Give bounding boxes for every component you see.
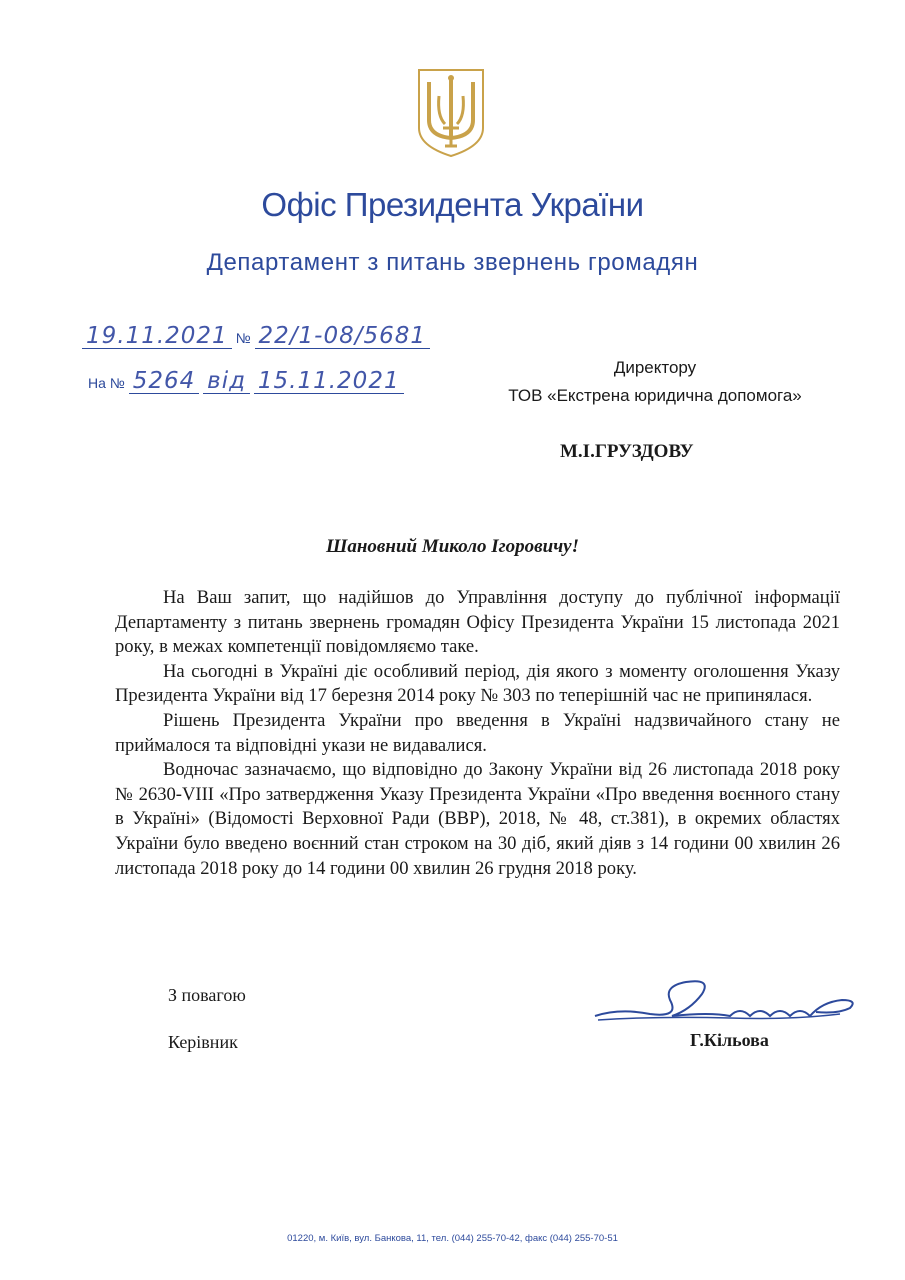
- paragraph: На Ваш запит, що надійшов до Управління доступу до публічної інформації Департаменту з питань звернень громадян Офісу Президента України 15 листопада 2021 року, в межах компетенції повідомляємо таке.: [115, 587, 840, 658]
- number-label: №: [235, 330, 251, 346]
- organization-title: Офіс Президента України: [261, 186, 644, 223]
- incoming-date: 15.11.2021: [254, 369, 404, 394]
- signature-image: [590, 972, 860, 1032]
- footer-address: 01220, м. Київ, вул. Банкова, 11, тел. (044) 255-70-42, факс (044) 255-70-51: [287, 1233, 618, 1244]
- signer-position: Керівник: [168, 1032, 238, 1052]
- coat-of-arms-trident-icon: [415, 66, 487, 160]
- paragraph: Водночас зазначаємо, що відповідно до Закону України від 26 листопада 2018 року № 2630-VIII «Про затвердження Указу Президента України «Про введення воєнного стану в Україні» (Відомості Верховної Ради (ВВР), 2018, № 48, ст.381), в окремих областях України було введено воєнний стан строком на 30 діб, який діяв з 14 години 00 хвилин 26 листопада 2018 року до 14 години 00 хвилин 26 грудня 2018 року.: [115, 759, 840, 879]
- recipient-block: [470, 354, 840, 410]
- closing: З повагою: [168, 985, 246, 1005]
- outgoing-number: 22/1-08/5681: [255, 324, 431, 349]
- incoming-registration: [88, 369, 404, 394]
- reply-to-label: На №: [88, 375, 125, 391]
- signer-name: Г.Кільова: [690, 1030, 769, 1050]
- letter-body: [115, 586, 840, 881]
- recipient-name: М.І.ГРУЗДОВУ: [560, 441, 694, 462]
- recipient-company: ТОВ «Екстрена юридична допомога»: [508, 386, 802, 405]
- paragraph: На сьогодні в Україні діє особливий період, дія якого з моменту оголошення Указу Президента України від 17 березня 2014 року № 303 по теперішній час не припинялася.: [115, 660, 840, 707]
- paragraph: Рішень Президента України про введення в Україні надзвичайного стану не приймалося та відповідні укази не видавалися.: [115, 709, 840, 756]
- recipient-position: Директору: [613, 358, 697, 377]
- salutation: Шановний Миколо Ігоровичу!: [325, 536, 580, 557]
- outgoing-registration: [82, 324, 430, 349]
- incoming-number: 5264: [129, 369, 200, 394]
- incoming-from-word: від: [203, 369, 250, 394]
- outgoing-date: 19.11.2021: [82, 324, 232, 349]
- department-title: Департамент з питань звернень громадян: [206, 249, 699, 276]
